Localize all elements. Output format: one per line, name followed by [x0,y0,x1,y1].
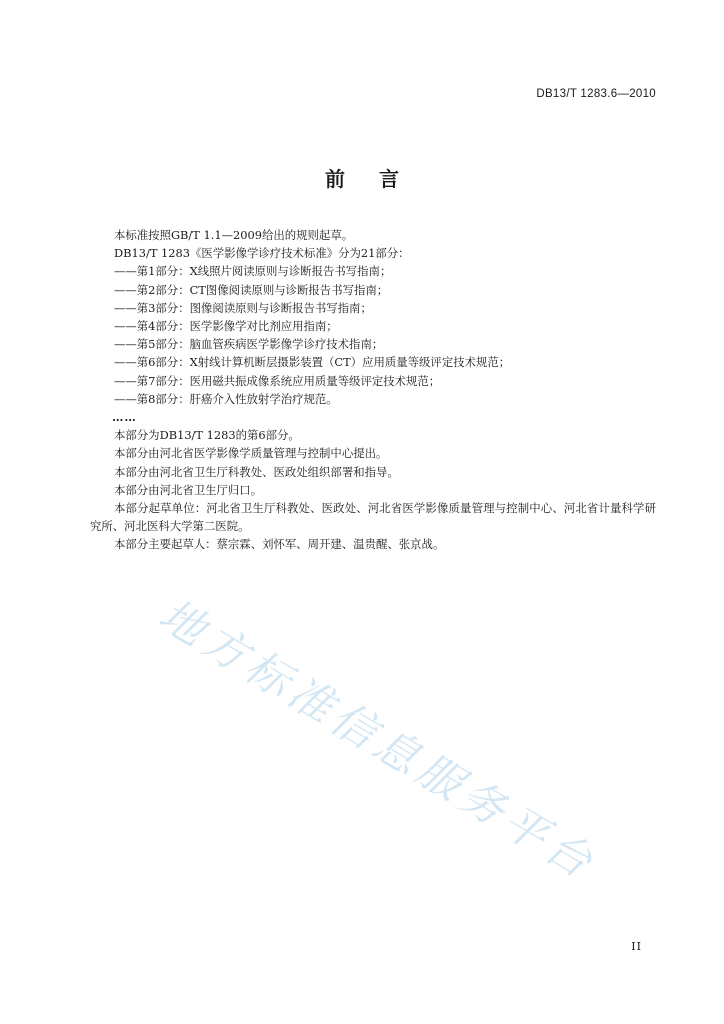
standard-code: DB13/T 1283.6—2010 [536,88,656,100]
paragraph-drafters: 本部分主要起草人：蔡宗霖、刘怀军、周开建、温贵醒、张京战。 [114,537,445,552]
page-title: 前言 [325,167,433,191]
paragraph-drafting-units: 本部分起草单位：河北省卫生厅科教处、医政处、河北省医学影像质量管理与控制中心、河北省计量科学研究所、河北医科大学第二医院。 [90,501,656,534]
watermark: 地方标准信息服务平台 [150,589,605,891]
paragraph-organizer: 本部分由河北省卫生厅科教处、医政处组织部署和指导。 [114,464,399,479]
paragraph-parts-intro: DB13/T 1283《医学影像学诊疗技术标准》分为21部分： [114,246,410,261]
part-item-6: ——第6部分：X射线计算机断层摄影装置（CT）应用质量等级评定技术规范； [114,355,511,370]
paragraph-drafting-rules: 本标准按照GB/T 1.1—2009给出的规则起草。 [114,228,354,242]
paragraph-proposer: 本部分由河北省医学影像学质量管理与控制中心提出。 [114,446,388,461]
part-item-3: ——第3部分：图像阅读原则与诊断报告书写指南； [114,300,372,315]
part-item-8: ——第8部分：肝癌介入性放射学治疗规范。 [114,391,338,406]
part-item-4: ——第4部分：医学影像学对比剂应用指南； [114,319,338,334]
part-item-1: ——第1部分：X线照片阅读原则与诊断报告书写指南； [114,264,392,279]
part-item-7: ——第7部分：医用磁共振成像系统应用质量等级评定技术规范； [114,373,441,388]
document-body [90,226,656,554]
page-number: II [631,940,642,953]
part-item-5: ——第5部分：脑血管疾病医学影像学诊疗技术指南； [114,337,384,352]
paragraph-centralized: 本部分由河北省卫生厅归口。 [114,482,263,497]
paragraph-part-number: 本部分为DB13/T 1283的第6部分。 [114,428,300,443]
ellipsis: …… [112,410,137,425]
part-item-2: ——第2部分：CT图像阅读原则与诊断报告书写指南； [114,282,389,297]
